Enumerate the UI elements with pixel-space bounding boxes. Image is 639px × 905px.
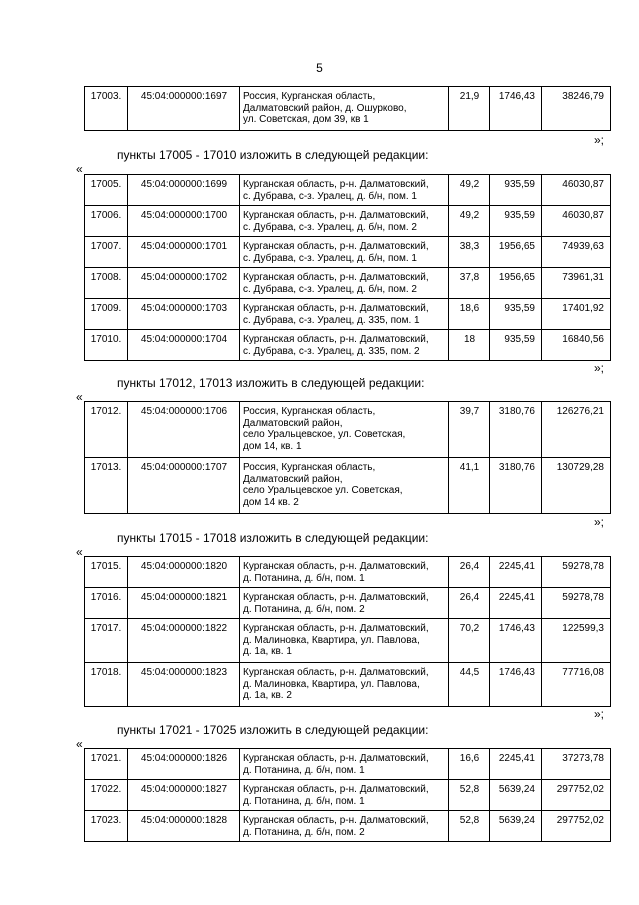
table-row <box>85 557 611 588</box>
table-row <box>85 330 611 361</box>
total-cell: 46030,87 <box>542 206 611 237</box>
area-cell: 41,1 <box>449 458 490 514</box>
total-cell: 126276,21 <box>542 402 611 458</box>
address-cell: Курганская область, р-н. Далматовский, д. Малиновка, Квартира, ул. Павлова, д. 1а, кв. 2 <box>240 663 449 707</box>
total-cell: 297752,02 <box>542 811 611 842</box>
area-cell: 49,2 <box>449 206 490 237</box>
registry-table-block-0 <box>84 86 611 131</box>
item-number-cell: 17017. <box>85 619 128 663</box>
registry-table-block-3 <box>84 556 611 707</box>
area-cell: 49,2 <box>449 175 490 206</box>
area-cell: 21,9 <box>449 87 490 131</box>
cadastral-number-cell: 45:04:000000:1828 <box>128 811 240 842</box>
area-cell: 16,6 <box>449 749 490 780</box>
cadastral-number-cell: 45:04:000000:1699 <box>128 175 240 206</box>
item-number-cell: 17012. <box>85 402 128 458</box>
address-cell: Курганская область, р-н. Далматовский, д. Малиновка, Квартира, ул. Павлова, д. 1а, кв. 1 <box>240 619 449 663</box>
cadastral-number-cell: 45:04:000000:1700 <box>128 206 240 237</box>
rate-cell: 1746,43 <box>490 619 542 663</box>
address-cell: Курганская область, р-н. Далматовский, с. Дубрава, с-з. Уралец, д. б/н, пом. 1 <box>240 175 449 206</box>
cadastral-number-cell: 45:04:000000:1826 <box>128 749 240 780</box>
table-row <box>85 268 611 299</box>
opening-quote: « <box>76 737 83 751</box>
table-row <box>85 749 611 780</box>
rate-cell: 935,59 <box>490 330 542 361</box>
total-cell: 297752,02 <box>542 780 611 811</box>
total-cell: 38246,79 <box>542 87 611 131</box>
area-cell: 52,8 <box>449 811 490 842</box>
rate-cell: 935,59 <box>490 175 542 206</box>
table-row <box>85 663 611 707</box>
closing-quote: »; <box>594 133 605 147</box>
opening-quote: « <box>76 162 83 176</box>
item-number-cell: 17018. <box>85 663 128 707</box>
item-number-cell: 17009. <box>85 299 128 330</box>
table-row <box>85 780 611 811</box>
total-cell: 77716,08 <box>542 663 611 707</box>
area-cell: 37,8 <box>449 268 490 299</box>
closing-quote: »; <box>594 707 605 721</box>
rate-cell: 1956,65 <box>490 268 542 299</box>
address-cell: Курганская область, р-н. Далматовский, д. Потанина, д. б/н, пом. 2 <box>240 588 449 619</box>
registry-table-block-1 <box>84 174 611 361</box>
table-row <box>85 619 611 663</box>
table-row <box>85 175 611 206</box>
item-number-cell: 17023. <box>85 811 128 842</box>
total-cell: 74939,63 <box>542 237 611 268</box>
rate-cell: 1746,43 <box>490 87 542 131</box>
total-cell: 37273,78 <box>542 749 611 780</box>
total-cell: 17401,92 <box>542 299 611 330</box>
cadastral-number-cell: 45:04:000000:1703 <box>128 299 240 330</box>
amendment-instruction: пункты 17021 - 17025 изложить в следующей редакции: <box>117 723 429 737</box>
total-cell: 122599,3 <box>542 619 611 663</box>
registry-table-block-4 <box>84 748 611 842</box>
amendment-instruction: пункты 17005 - 17010 изложить в следующей редакции: <box>117 148 429 162</box>
address-cell: Курганская область, р-н. Далматовский, д. Потанина, д. б/н, пом. 1 <box>240 780 449 811</box>
area-cell: 38,3 <box>449 237 490 268</box>
item-number-cell: 17008. <box>85 268 128 299</box>
rate-cell: 3180,76 <box>490 402 542 458</box>
item-number-cell: 17003. <box>85 87 128 131</box>
area-cell: 26,4 <box>449 557 490 588</box>
area-cell: 18,6 <box>449 299 490 330</box>
total-cell: 130729,28 <box>542 458 611 514</box>
total-cell: 59278,78 <box>542 588 611 619</box>
address-cell: Россия, Курганская область, Далматовский район, д. Ошурково, ул. Советская, дом 39, кв 1 <box>240 87 449 131</box>
cadastral-number-cell: 45:04:000000:1704 <box>128 330 240 361</box>
address-cell: Курганская область, р-н. Далматовский, с. Дубрава, с-з. Уралец, д. б/н, пом. 2 <box>240 206 449 237</box>
rate-cell: 3180,76 <box>490 458 542 514</box>
cadastral-number-cell: 45:04:000000:1823 <box>128 663 240 707</box>
item-number-cell: 17007. <box>85 237 128 268</box>
area-cell: 44,5 <box>449 663 490 707</box>
address-cell: Курганская область, р-н. Далматовский, д. Потанина, д. б/н, пом. 1 <box>240 557 449 588</box>
area-cell: 52,8 <box>449 780 490 811</box>
table-row <box>85 458 611 514</box>
address-cell: Курганская область, р-н. Далматовский, с. Дубрава, с-з. Уралец, д. 335, пом. 2 <box>240 330 449 361</box>
area-cell: 18 <box>449 330 490 361</box>
table-row <box>85 811 611 842</box>
rate-cell: 935,59 <box>490 206 542 237</box>
item-number-cell: 17006. <box>85 206 128 237</box>
rate-cell: 5639,24 <box>490 780 542 811</box>
address-cell: Курганская область, р-н. Далматовский, с. Дубрава, с-з. Уралец, д. б/н, пом. 2 <box>240 268 449 299</box>
item-number-cell: 17015. <box>85 557 128 588</box>
cadastral-number-cell: 45:04:000000:1821 <box>128 588 240 619</box>
amendment-instruction: пункты 17012, 17013 изложить в следующей редакции: <box>117 376 425 390</box>
item-number-cell: 17016. <box>85 588 128 619</box>
address-cell: Курганская область, р-н. Далматовский, д. Потанина, д. б/н, пом. 2 <box>240 811 449 842</box>
item-number-cell: 17021. <box>85 749 128 780</box>
cadastral-number-cell: 45:04:000000:1697 <box>128 87 240 131</box>
item-number-cell: 17010. <box>85 330 128 361</box>
total-cell: 46030,87 <box>542 175 611 206</box>
cadastral-number-cell: 45:04:000000:1701 <box>128 237 240 268</box>
item-number-cell: 17013. <box>85 458 128 514</box>
rate-cell: 1746,43 <box>490 663 542 707</box>
cadastral-number-cell: 45:04:000000:1820 <box>128 557 240 588</box>
cadastral-number-cell: 45:04:000000:1702 <box>128 268 240 299</box>
rate-cell: 935,59 <box>490 299 542 330</box>
page-number: 5 <box>316 61 323 75</box>
opening-quote: « <box>76 390 83 404</box>
total-cell: 16840,56 <box>542 330 611 361</box>
rate-cell: 2245,41 <box>490 749 542 780</box>
rate-cell: 5639,24 <box>490 811 542 842</box>
closing-quote: »; <box>594 361 605 375</box>
table-row <box>85 402 611 458</box>
cadastral-number-cell: 45:04:000000:1822 <box>128 619 240 663</box>
rate-cell: 2245,41 <box>490 588 542 619</box>
area-cell: 39,7 <box>449 402 490 458</box>
total-cell: 59278,78 <box>542 557 611 588</box>
cadastral-number-cell: 45:04:000000:1706 <box>128 402 240 458</box>
area-cell: 70,2 <box>449 619 490 663</box>
cadastral-number-cell: 45:04:000000:1827 <box>128 780 240 811</box>
address-cell: Россия, Курганская область, Далматовский район, село Уральцевское, ул. Советская, дом 14, кв. 1 <box>240 402 449 458</box>
table-row <box>85 299 611 330</box>
table-row <box>85 588 611 619</box>
item-number-cell: 17022. <box>85 780 128 811</box>
table-row <box>85 206 611 237</box>
address-cell: Курганская область, р-н. Далматовский, с. Дубрава, с-з. Уралец, д. 335, пом. 1 <box>240 299 449 330</box>
closing-quote: »; <box>594 515 605 529</box>
amendment-instruction: пункты 17015 - 17018 изложить в следующей редакции: <box>117 531 429 545</box>
address-cell: Курганская область, р-н. Далматовский, с. Дубрава, с-з. Уралец, д. б/н, пом. 1 <box>240 237 449 268</box>
address-cell: Россия, Курганская область, Далматовский район, село Уральцевское ул. Советская, дом 14 кв. 2 <box>240 458 449 514</box>
table-row <box>85 87 611 131</box>
registry-table-block-2 <box>84 401 611 514</box>
table-row <box>85 237 611 268</box>
rate-cell: 2245,41 <box>490 557 542 588</box>
area-cell: 26,4 <box>449 588 490 619</box>
cadastral-number-cell: 45:04:000000:1707 <box>128 458 240 514</box>
total-cell: 73961,31 <box>542 268 611 299</box>
address-cell: Курганская область, р-н. Далматовский, д. Потанина, д. б/н, пом. 1 <box>240 749 449 780</box>
rate-cell: 1956,65 <box>490 237 542 268</box>
item-number-cell: 17005. <box>85 175 128 206</box>
opening-quote: « <box>76 545 83 559</box>
